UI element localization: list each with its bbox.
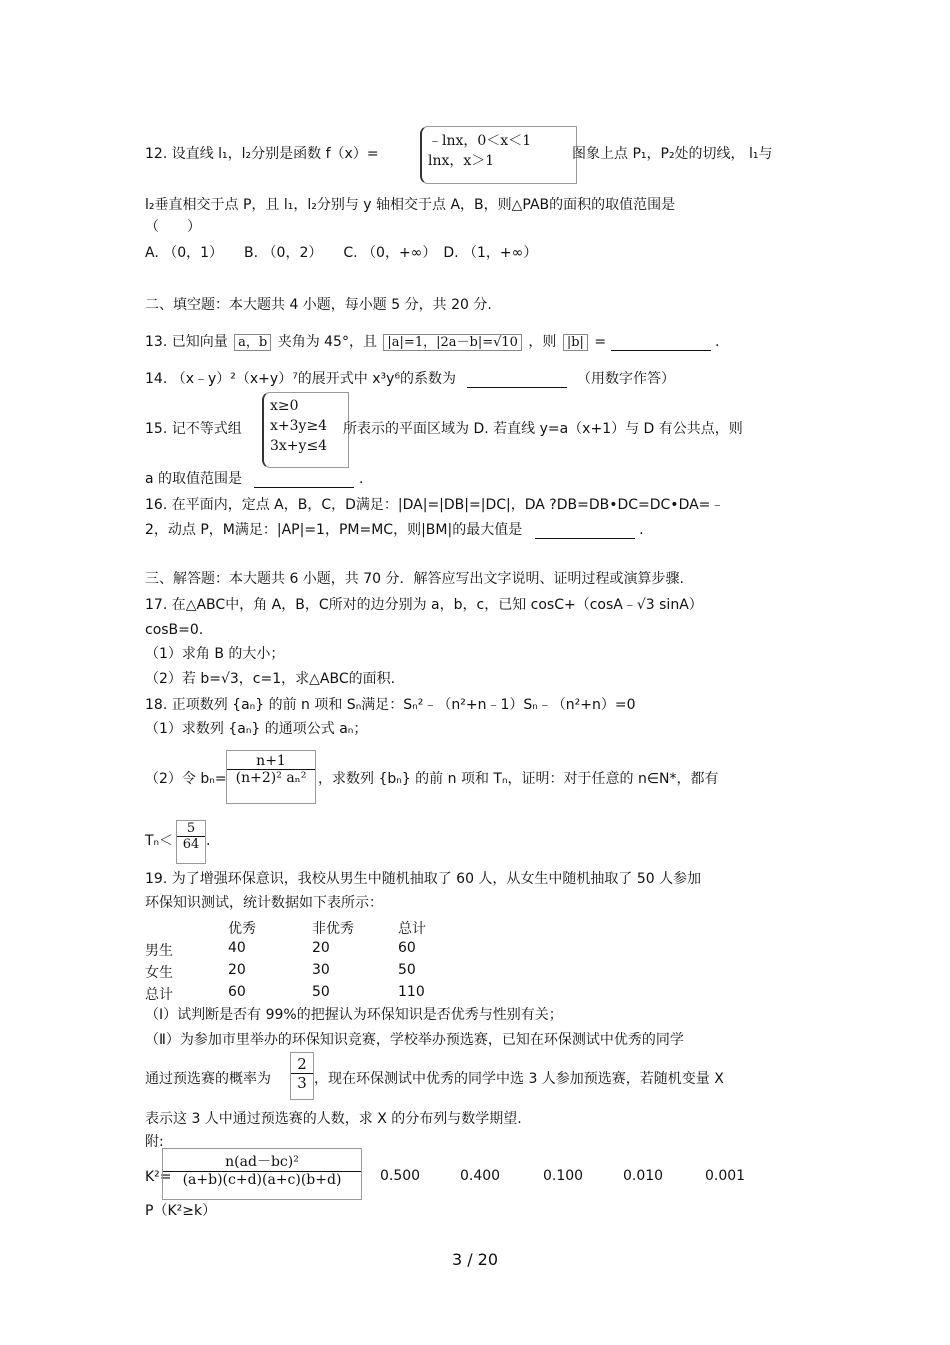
q13-answer-blank [611, 336, 711, 351]
q19-pk-label: P（K²≥k） [145, 1203, 217, 1219]
q12-case2: lnx，x＞1 [428, 153, 495, 169]
q12-line1 [145, 145, 379, 163]
q18-bn-denominator: (n+2)² aₙ² [227, 769, 315, 786]
q19-fraction-denominator: 3 [291, 1073, 313, 1092]
q12-part2: 图象上点 P₁，P₂处的切线， l₁与 [572, 146, 773, 162]
q19-header-nonexcellent: 非优秀 [312, 921, 354, 937]
q14-answer-blank [467, 373, 567, 388]
q19-pvalue: 0.010 [623, 1168, 664, 1184]
section2-heading: 二、填空题：本大题共 4 小题，每小题 5 分，共 20 分. [145, 297, 492, 313]
q15-answer-blank [254, 473, 354, 488]
q13-pre: 13. 已知向量 [145, 334, 228, 350]
q13-condition: |a|=1，|2a－b|=√10 [383, 334, 522, 351]
q14-line [145, 370, 675, 388]
q19-part4: 表示这 3 人中通过预选赛的人数，求 X 的分布列与数学期望. [145, 1111, 522, 1127]
q19-header-excellent: 优秀 [228, 921, 256, 937]
q12-part1: 12. 设直线 l₁，l₂分别是函数 f（x）= [145, 146, 379, 162]
q17-l4: （2）若 b=√3，c=1，求△ABC的面积. [145, 671, 396, 687]
table-cell: 20 [228, 962, 246, 978]
q19-pvalue: 0.400 [460, 1168, 501, 1184]
q12-line2: l₂垂直相交于点 P，且 l₁，l₂分别与 y 轴相交于点 A，B，则△PAB的面积的取值范围是 [145, 197, 676, 213]
q18-tn-fraction [176, 820, 206, 864]
q19-pvalue: 0.100 [543, 1168, 584, 1184]
q17-l3: （1）求角 B 的大小； [145, 646, 285, 662]
q13-eq: = [594, 334, 607, 350]
q12-case1: ﹣lnx，0＜x＜1 [428, 133, 532, 149]
table-cell: 110 [398, 984, 425, 1000]
q15-post: 所表示的平面区域为 D. 若直线 y=a（x+1）与 D 有公共点，则 [343, 421, 743, 437]
q19-k2-numerator: n(ad－bc)² [225, 1154, 299, 1170]
q19-part1: （Ⅰ）试判断是否有 99%的把握认为环保知识是否优秀与性别有关； [145, 1007, 563, 1023]
q18-l2: （1）求数列 {aₙ} 的通项公式 aₙ； [145, 721, 368, 737]
q18-bn-fraction [226, 750, 316, 804]
q15-row2: x+3y≥4 [270, 418, 328, 434]
page-number: 3 / 20 [451, 1250, 499, 1269]
q19-header-total: 总计 [398, 921, 426, 937]
q13-mid: 夹角为 45°，且 [277, 334, 377, 350]
table-cell: 30 [312, 962, 330, 978]
table-row-label: 总计 [145, 987, 173, 1003]
q14-text: 14. （x﹣y）²（x+y）⁷的展开式中 x³y⁶的系数为 [145, 371, 457, 387]
q12-paren: （ ） [145, 219, 201, 235]
q18-l1: 18. 正项数列 {aₙ} 的前 n 项和 Sₙ满足：Sₙ²﹣（n²+n﹣1）Sₙ﹣（n²+n）=0 [145, 697, 636, 713]
section3-heading: 三、解答题：本大题共 6 小题，共 70 分．解答应写出文字说明、证明过程或演算步骤. [145, 571, 684, 587]
q19-pvalue: 0.500 [380, 1168, 421, 1184]
table-row-label: 男生 [145, 943, 173, 959]
q19-k2-label: K²= [145, 1169, 172, 1185]
table-cell: 40 [228, 940, 246, 956]
q13-target: |b| [563, 334, 588, 351]
table-cell: 60 [398, 940, 416, 956]
q15-pre: 15. 记不等式组 [145, 421, 242, 437]
q16-line2-text: 2，动点 P，M满足：|AP|=1，PM=MC，则|BM|的最大值是 [145, 522, 523, 538]
q18-bn-numerator: n+1 [256, 753, 286, 769]
q16-line1: 16. 在平面内，定点 A，B，C，D满足：|DA|=|DB|=|DC|，DA ?DB=DB•DC=DC•DA=﹣ [145, 497, 725, 513]
table-cell: 50 [312, 984, 330, 1000]
q17-l1: 17. 在△ABC中，角 A，B，C所对的边分别为 a，b，c，已知 cosC+（cosA﹣√3 sinA） [145, 597, 703, 613]
q19-p3post: ，现在环保测试中优秀的同学中选 3 人参加预选赛，若随机变量 X [314, 1071, 724, 1087]
q19-part2: （Ⅱ）为参加市里举办的环保知识竞赛，学校举办预选赛，已知在环保测试中优秀的同学 [145, 1032, 684, 1048]
q13-end: . [715, 334, 720, 350]
q13-then: ，则 [528, 334, 557, 350]
table-cell: 60 [228, 984, 246, 1000]
q19-fraction-numerator: 2 [297, 1055, 307, 1073]
q12-options: A. （0，1） B. （0，2） C. （0，+∞） D. （1，+∞） [145, 245, 538, 261]
q19-k2-formula [162, 1148, 362, 1200]
q14-note: （用数字作答） [576, 371, 675, 387]
q17-l2: cosB=0. [145, 622, 204, 638]
q19-l1: 19. 为了增强环保意识，我校从男生中随机抽取了 60 人，从女生中随机抽取了 50 人参加 [145, 871, 702, 887]
q16-line2 [145, 521, 644, 539]
q13-line [145, 333, 719, 351]
q19-appendix: 附: [145, 1134, 164, 1150]
q19-k2-denominator: (a+b)(c+d)(a+c)(b+d) [163, 1171, 361, 1188]
q19-probability-fraction [290, 1052, 314, 1100]
q19-l2: 环保知识测试，统计数据如下表所示： [145, 895, 383, 911]
table-cell: 20 [312, 940, 330, 956]
q15-row3: 3x+y≤4 [270, 438, 328, 454]
q13-vectors: a，b [234, 334, 271, 351]
q15-end: . [358, 471, 364, 487]
q18-tn: Tₙ＜ [145, 833, 174, 849]
q16-end: . [639, 522, 644, 538]
q18-l3pre: （2）令 bₙ= [145, 771, 227, 787]
q18-l3post: ，求数列 {bₙ} 的前 n 项和 Tₙ，证明：对于任意的 n∈N*，都有 [318, 771, 719, 787]
q15-line2-text: a 的取值范围是 [145, 471, 243, 487]
q15-row1: x≥0 [270, 398, 299, 414]
q19-pvalue: 0.001 [705, 1168, 746, 1184]
q15-line2 [145, 470, 363, 488]
table-cell: 50 [398, 962, 416, 978]
q18-tn-denominator: 64 [177, 836, 205, 852]
table-row-label: 女生 [145, 965, 173, 981]
q18-tn-end: . [206, 833, 211, 849]
q15-inequality-system [262, 392, 349, 468]
q18-tn-numerator: 5 [186, 821, 196, 836]
q12-piecewise [420, 126, 577, 184]
q19-p3pre: 通过预选赛的概率为 [145, 1071, 271, 1087]
q16-answer-blank [535, 524, 635, 539]
